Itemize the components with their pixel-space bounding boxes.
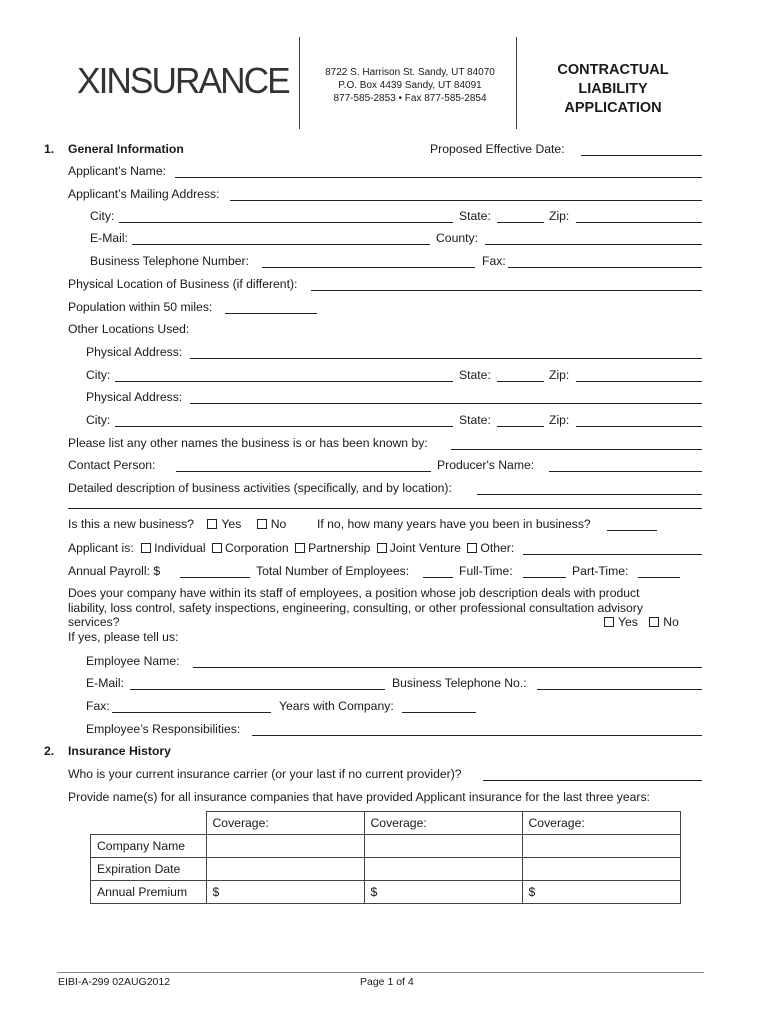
company-logo: XINSURANCE [77, 60, 289, 101]
fax-label: Fax: [482, 254, 506, 268]
employee-name-field[interactable] [193, 667, 702, 668]
employee-fax-field[interactable] [112, 712, 271, 713]
individual-label: Individual [154, 541, 206, 555]
table-row [91, 858, 681, 881]
company-name-cell-1[interactable] [206, 835, 364, 858]
state-label-2: State: [459, 368, 491, 382]
section-2-number: 2. [44, 744, 55, 758]
city-field-3[interactable] [115, 426, 453, 427]
staff-question-options [604, 615, 679, 629]
business-phone-field[interactable] [262, 267, 475, 268]
city-label-2: City: [86, 368, 111, 382]
new-business-no-checkbox[interactable] [257, 519, 267, 529]
company-name-cell-2[interactable] [364, 835, 522, 858]
staff-no-checkbox[interactable] [649, 617, 659, 627]
proposed-date-label: Proposed Effective Date: [430, 142, 565, 156]
title-line-3: APPLICATION [564, 100, 662, 116]
physical-address-field-2[interactable] [190, 403, 702, 404]
other-names-field[interactable] [451, 449, 702, 450]
years-in-business-field[interactable] [607, 530, 657, 531]
email-label: E-Mail: [90, 231, 128, 245]
zip-field[interactable] [576, 222, 702, 223]
table-header-row [91, 812, 681, 835]
applicant-name-label: Applicant’s Name: [68, 164, 166, 178]
provide-names-label: Provide name(s) for all insurance companies that have provided Applicant insurance for the last three years: [68, 790, 650, 804]
company-address [305, 66, 515, 105]
footer-divider [57, 972, 704, 973]
expiration-date-cell-3[interactable] [522, 858, 680, 881]
other-names-label: Please list any other names the business is or has been known by: [68, 436, 428, 450]
zip-label: Zip: [549, 209, 570, 223]
producer-name-field[interactable] [549, 471, 702, 472]
part-time-field[interactable] [638, 577, 680, 578]
state-label: State: [459, 209, 491, 223]
responsibilities-field[interactable] [252, 735, 702, 736]
address-line-2: P.O. Box 4439 Sandy, UT 84091 [338, 80, 482, 91]
county-label: County: [436, 231, 479, 245]
producer-name-label: Producer's Name: [437, 458, 535, 472]
years-with-company-field[interactable] [402, 712, 476, 713]
header-divider-left [299, 37, 300, 129]
employee-name-label: Employee Name: [86, 654, 180, 668]
staff-no-label: No [663, 615, 679, 629]
proposed-date-field[interactable] [581, 155, 702, 156]
city-field-2[interactable] [115, 381, 453, 382]
years-in-business-label: If no, how many years have you been in business? [317, 517, 591, 531]
title-line-2: LIABILITY [578, 81, 648, 97]
other-type-field[interactable] [523, 554, 702, 555]
header-divider-right [516, 37, 517, 129]
contact-person-label: Contact Person: [68, 458, 156, 472]
zip-field-3[interactable] [576, 426, 702, 427]
annual-premium-cell-2[interactable]: $ [364, 881, 522, 904]
annual-payroll-label: Annual Payroll: $ [68, 564, 161, 578]
contact-person-field[interactable] [176, 471, 431, 472]
total-employees-label: Total Number of Employees: [256, 564, 410, 578]
applicant-name-field[interactable] [175, 177, 702, 178]
other-label: Other: [480, 541, 515, 555]
table-row [91, 881, 681, 904]
new-business-no-label: No [270, 517, 287, 531]
physical-location-label: Physical Location of Business (if different): [68, 277, 298, 291]
staff-question-line-1: Does your company have within its staff of employees, a position whose job description deals with product [68, 586, 640, 600]
new-business-yes-label: Yes [221, 517, 242, 531]
description-field-1[interactable] [477, 494, 702, 495]
coverage-header-1: Coverage: [206, 812, 364, 835]
responsibilities-label: Employee’s Responsibilities: [86, 722, 241, 736]
description-field-2[interactable] [68, 508, 702, 509]
corporation-checkbox[interactable] [212, 543, 222, 553]
full-time-label: Full-Time: [459, 564, 513, 578]
row-label-company-name: Company Name [91, 835, 207, 858]
other-locations-label: Other Locations Used: [68, 322, 190, 336]
state-label-3: State: [459, 413, 491, 427]
form-title [528, 61, 698, 118]
population-field[interactable] [225, 313, 317, 314]
section-1-number: 1. [44, 142, 55, 156]
city-field[interactable] [119, 222, 453, 223]
page-number: Page 1 of 4 [360, 976, 414, 988]
zip-field-2[interactable] [576, 381, 702, 382]
fax-field[interactable] [508, 267, 702, 268]
zip-label-2: Zip: [549, 368, 570, 382]
current-carrier-field[interactable] [483, 780, 702, 781]
section-2-heading: Insurance History [68, 744, 171, 758]
part-time-label: Part-Time: [572, 564, 629, 578]
employee-fax-label: Fax: [86, 699, 110, 713]
employee-email-label: E-Mail: [86, 676, 124, 690]
physical-location-field[interactable] [311, 290, 702, 291]
physical-address-label-2: Physical Address: [86, 390, 183, 404]
if-yes-label: If yes, please tell us: [68, 630, 179, 644]
annual-premium-cell-3[interactable]: $ [522, 881, 680, 904]
annual-payroll-field[interactable] [180, 577, 250, 578]
joint-venture-checkbox[interactable] [377, 543, 387, 553]
address-line-1: 8722 S. Harrison St. Sandy, UT 84070 [325, 67, 495, 78]
expiration-date-cell-2[interactable] [364, 858, 522, 881]
county-field[interactable] [485, 244, 702, 245]
full-time-field[interactable] [523, 577, 566, 578]
section-1-heading: General Information [68, 142, 184, 156]
current-carrier-label: Who is your current insurance carrier (or your last if no current provider)? [68, 767, 462, 781]
physical-address-field-1[interactable] [190, 358, 702, 359]
staff-yes-checkbox[interactable] [604, 617, 614, 627]
table-row [91, 835, 681, 858]
email-field[interactable] [132, 244, 430, 245]
coverage-header-3: Coverage: [522, 812, 680, 835]
city-label-3: City: [86, 413, 111, 427]
employee-email-field[interactable] [130, 689, 385, 690]
mailing-address-field[interactable] [230, 200, 702, 201]
applicant-is-label: Applicant is: [68, 541, 134, 555]
total-employees-field[interactable] [423, 577, 453, 578]
applicant-type-row [68, 541, 514, 555]
expiration-date-cell-1[interactable] [206, 858, 364, 881]
state-field-3[interactable] [497, 426, 544, 427]
city-label: City: [90, 209, 115, 223]
state-field-2[interactable] [497, 381, 544, 382]
insurance-history-table [90, 811, 681, 904]
employee-phone-field[interactable] [537, 689, 702, 690]
row-label-expiration-date: Expiration Date [91, 858, 207, 881]
staff-question-line-3: services? [68, 615, 120, 629]
business-phone-label: Business Telephone Number: [90, 254, 249, 268]
coverage-header-2: Coverage: [364, 812, 522, 835]
company-name-cell-3[interactable] [522, 835, 680, 858]
partnership-checkbox[interactable] [295, 543, 305, 553]
new-business-row [68, 517, 286, 531]
individual-checkbox[interactable] [141, 543, 151, 553]
corporation-label: Corporation [225, 541, 289, 555]
population-label: Population within 50 miles: [68, 300, 213, 314]
title-line-1: CONTRACTUAL [557, 62, 669, 78]
staff-yes-label: Yes [618, 615, 638, 629]
zip-label-3: Zip: [549, 413, 570, 427]
address-line-3: 877-585-2853 • Fax 877-585-2854 [333, 93, 487, 104]
employee-phone-label: Business Telephone No.: [392, 676, 527, 690]
staff-question-line-2: liability, loss control, safety inspections, engineering, consulting, or other professional consultation advisory [68, 601, 643, 615]
other-checkbox[interactable] [467, 543, 477, 553]
new-business-yes-checkbox[interactable] [207, 519, 217, 529]
state-field[interactable] [497, 222, 544, 223]
years-with-company-label: Years with Company: [279, 699, 394, 713]
mailing-address-label: Applicant’s Mailing Address: [68, 187, 220, 201]
partnership-label: Partnership [308, 541, 371, 555]
new-business-label: Is this a new business? [68, 517, 195, 531]
form-id: EIBI-A-299 02AUG2012 [58, 976, 171, 988]
row-label-annual-premium: Annual Premium [91, 881, 207, 904]
joint-venture-label: Joint Venture [389, 541, 461, 555]
table-corner-cell [91, 812, 207, 835]
annual-premium-cell-1[interactable]: $ [206, 881, 364, 904]
physical-address-label-1: Physical Address: [86, 345, 183, 359]
description-label: Detailed description of business activities (specifically, and by location): [68, 481, 452, 495]
